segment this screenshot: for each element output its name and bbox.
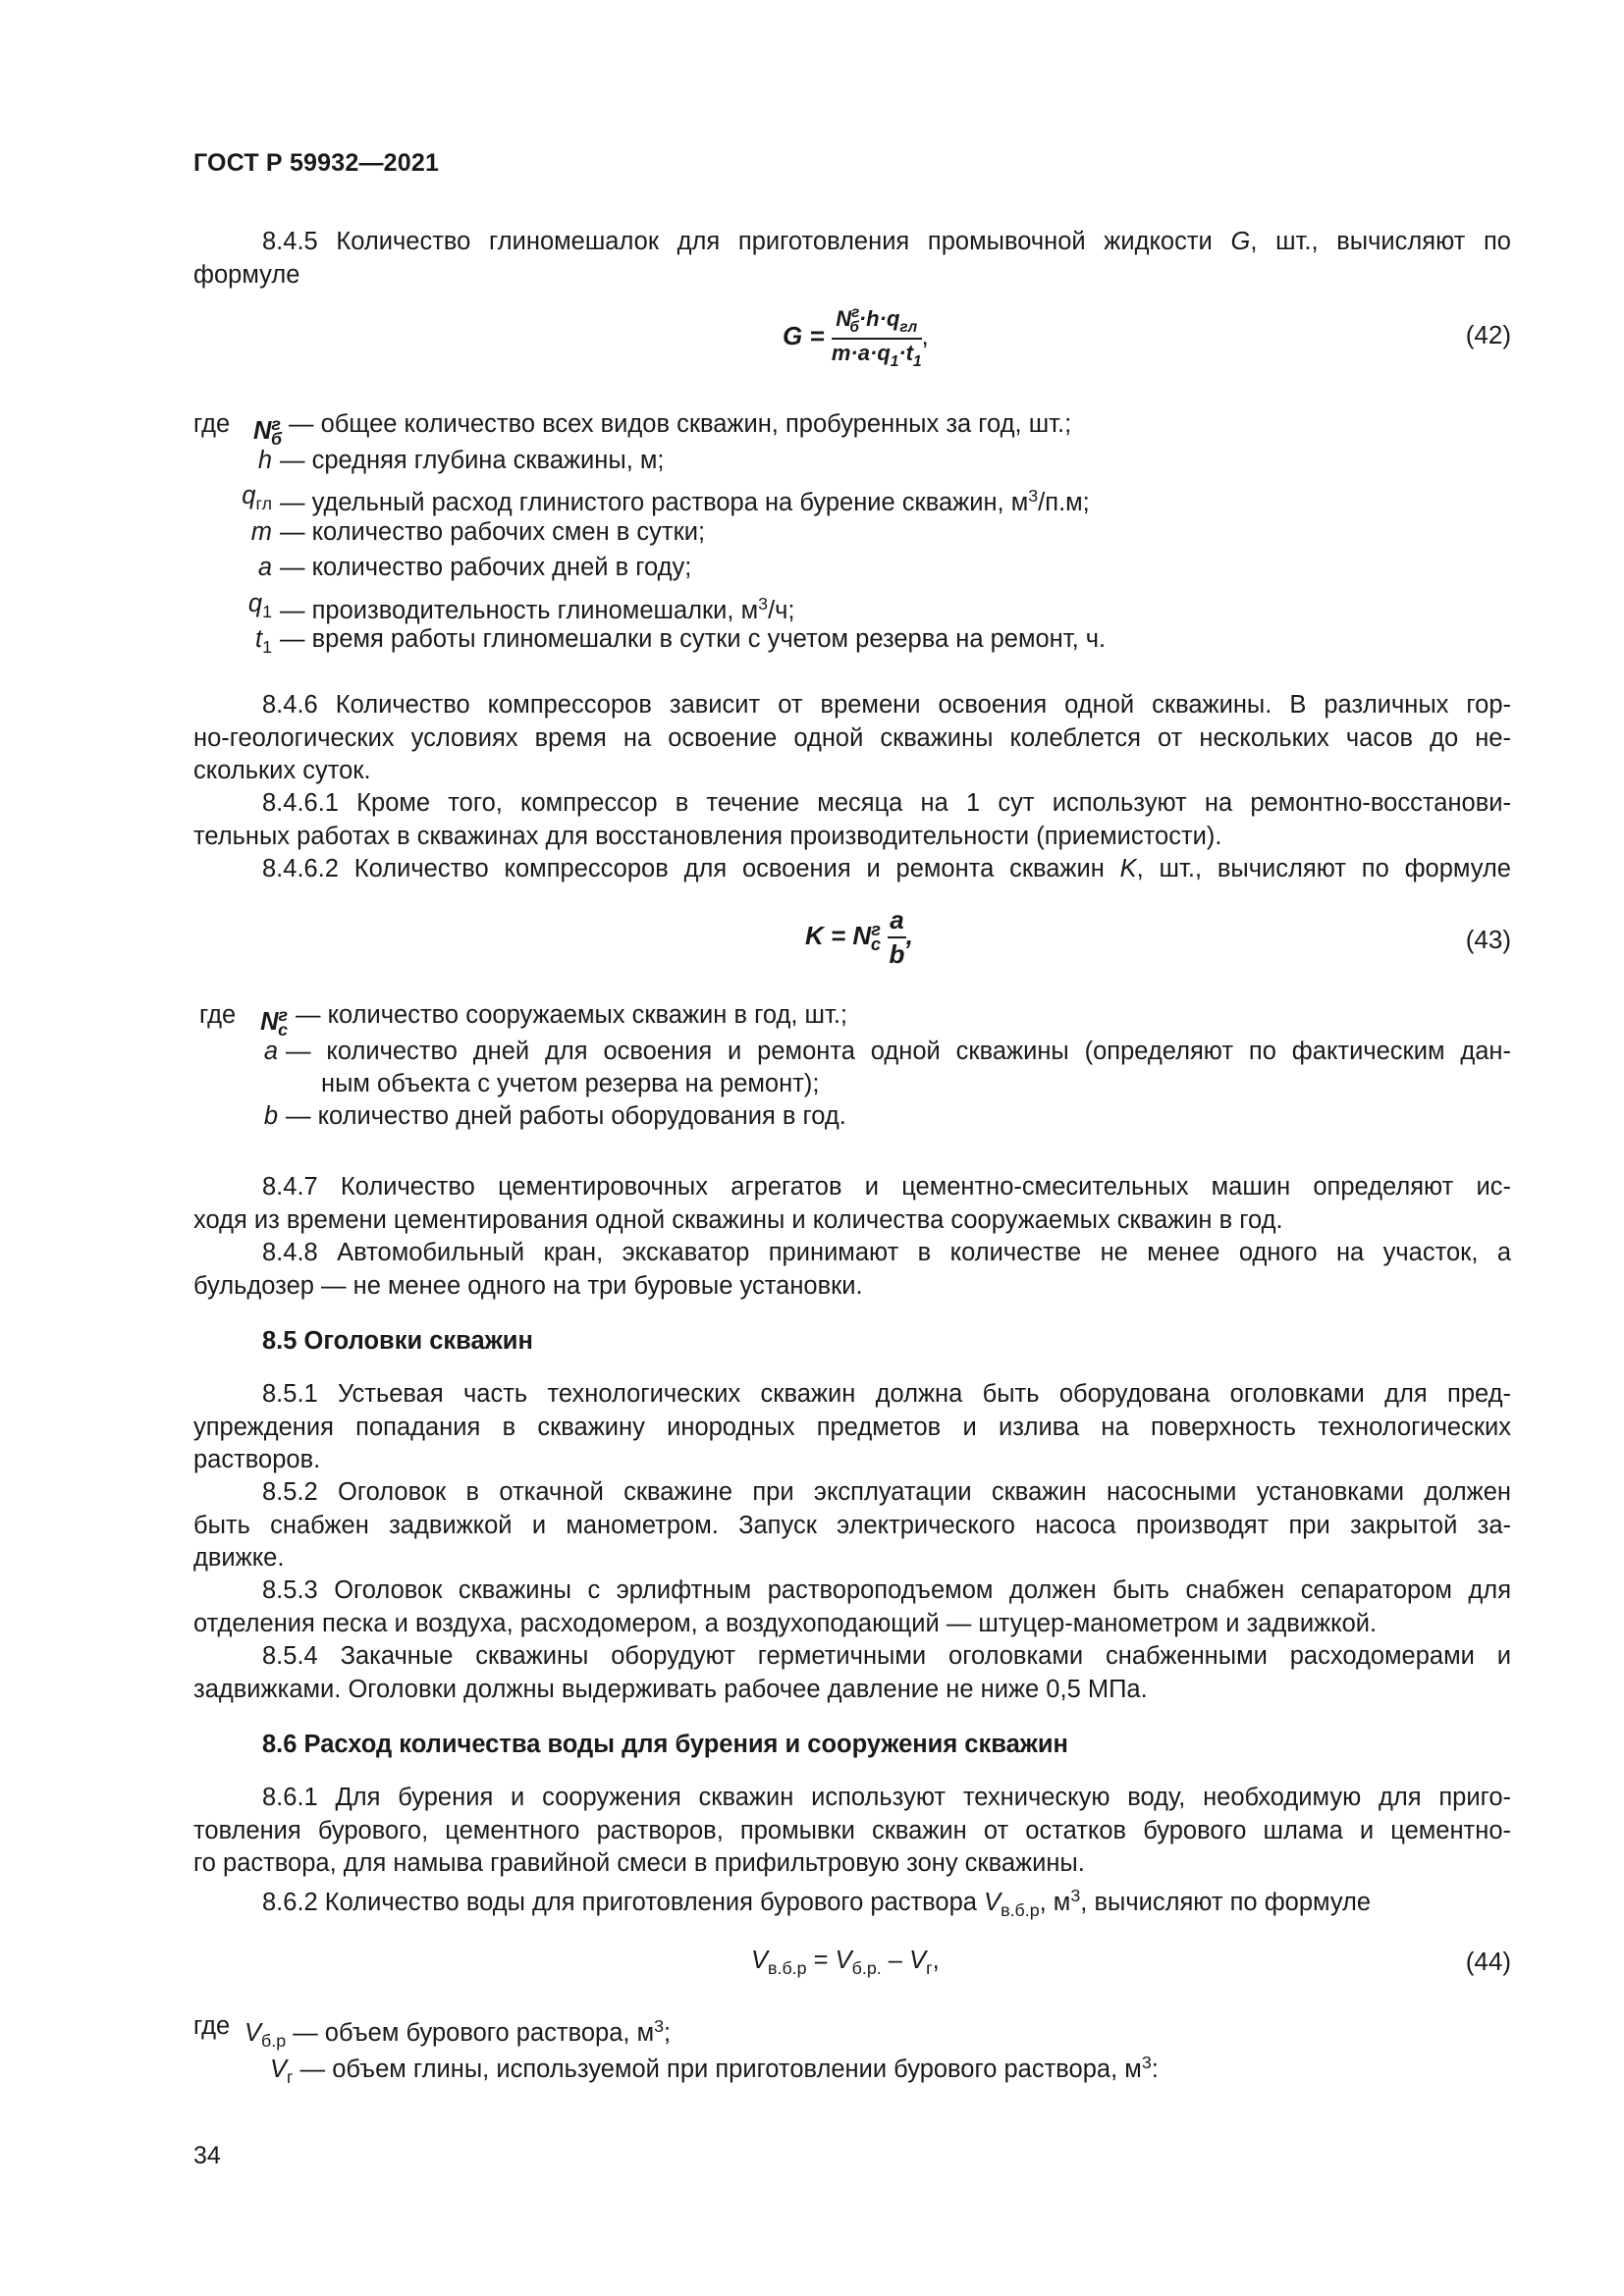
section-heading-8-6: 8.6 Расход количества воды для бурения и сооружения скважин (262, 1731, 1068, 1758)
section-heading-8-5: 8.5 Оголовки скважин (262, 1327, 533, 1355)
where-label: где (193, 410, 231, 438)
definitions-44: где $V_{б.р}$ — объем бурового раствора, $м^3$; $V_г$ — объем глины, используемой при приготовлении бурового раствора, $м^3$: (193, 2012, 1159, 2087)
formula-44: $V_{в.б.р} = V_{б.р.} - V_г$, (751, 1947, 940, 1978)
definition-row: $q_1$ — производительность глиномешалки, $м^3/ч$; (247, 589, 795, 624)
text-line: формуле (193, 260, 300, 289)
symbol: $N^г_б$ (252, 414, 282, 449)
text-line: 8.4.5 Количество глиномешалок для приготовления промывочной жидкости G, шт., вычисляют по (262, 228, 1511, 255)
page-number: 34 (193, 2142, 221, 2169)
document-header: ГОСТ Р 59932—2021 (193, 149, 440, 177)
definition-row: h — средняя глубина скважины, м; (257, 446, 665, 474)
paragraph-8-5-4: 8.5.4 Закачные скважины оборудуют герметичными оголовками снабженными расходомерами и задвижками. Оголовки должны выдерживать рабочее давление не ниже 0,5 МПа. (193, 1642, 1511, 1703)
paragraph-8-4-8: 8.4.8 Автомобильный кран, экскаватор принимают в количестве не менее одного на участок, а бульдозер — не менее одного на три буровые установки. (193, 1239, 1511, 1300)
paragraph-8-4-6-2: 8.4.6.2 Количество компрессоров для освоения и ремонта скважин K, шт., вычисляют по формуле (262, 855, 1511, 882)
definitions-43: где $N^г_с$ — количество сооружаемых скважин в год, шт.; a — количество дней для освоения и ремонта одной скважины (определяют по фактическим дан- ным объекта с учетом резерва на ремонт); b — количество дней работы оборудования в год. (199, 1001, 1511, 1130)
equation-number-44: (44) (1465, 1947, 1511, 1976)
equation-number-42: (42) (1465, 320, 1511, 349)
paragraph-8-4-6: 8.4.6 Количество компрессоров зависит от времени освоения одной скважины. В различных гор- но-геологических условиях время на освоение одной скважины колеблется от нескольких часов до не- скольких суток. (193, 691, 1511, 784)
paragraph-8-6-1: 8.6.1 Для бурения и сооружения скважин используют техническую воду, необходимую для приго- товления бурового, цементного растворов, промывки скважин от остатков бурового шлама и цементно- го раствора, для намыва гравийной смеси в прифильтровую зону скважины. (193, 1784, 1511, 1877)
paragraph-8-4-6-1: 8.4.6.1 Кроме того, компрессор в течение месяца на 1 сут используют на ремонтно-восстанови- тельных работах в скважинах для восстановления производительности (приемистости). (193, 789, 1511, 850)
formula-42: G = $\frac{N^г_б\cdot h\cdot q_{гл}}{m\cdot a\cdot q_1\cdot t_1}$ , (783, 304, 929, 370)
definition-row: где $N^г_б$ — общее количество всех видов скважин, пробуренных за год, шт.; (193, 406, 1511, 443)
definitions-42 (193, 406, 1511, 658)
paragraph-8-5-1: 8.5.1 Устьевая часть технологических скважин должна быть оборудована оголовками для пред- упреждения попадания в скважину инородных предметов и излива на поверхность технологических растворов. (193, 1380, 1511, 1473)
equation-number-43: (43) (1465, 925, 1511, 954)
formula-43: $K = N^г_с$ $\frac{a}{b}$ , (805, 905, 913, 969)
definition-row: a — количество рабочих дней в году; (257, 554, 692, 581)
paragraph-8-5-3: 8.5.3 Оголовок скважины с эрлифтным раствороподъемом должен быть снабжен сепаратором для отделения песка и воздуха, расходомером, а воздухоподающий — штуцер-манометром и задвижкой. (193, 1576, 1511, 1637)
definition-row: m — количество рабочих смен в сутки; (250, 517, 706, 546)
definition-row: $q_{гл}$ — удельный расход глинистого раствора на бурение скважин, $м^3/п.м$; (242, 482, 1090, 516)
paragraph-8-4-5 (193, 226, 1511, 292)
paragraph-8-5-2: 8.5.2 Оголовок в откачной скважине при эксплуатации скважин насосными установками должен быть снабжен задвижкой и манометром. Запуск электрического насоса производят при закрытой за- движке. (193, 1478, 1511, 1572)
paragraph-8-4-7: 8.4.7 Количество цементировочных агрегатов и цементно-смесительных машин определяют ис- ходя из времени цементирования одной скважины и количества сооружаемых скважин в год. (193, 1173, 1511, 1234)
definition-row: $t_1$ — время работы глиномешалки в сутки с учетом резерва на ремонт, ч. (254, 625, 1107, 657)
paragraph-8-6-2: 8.6.2 Количество воды для приготовления бурового раствора $V_{в.б.р}$, $м^3$, вычисляют по формуле (262, 1886, 1372, 1920)
